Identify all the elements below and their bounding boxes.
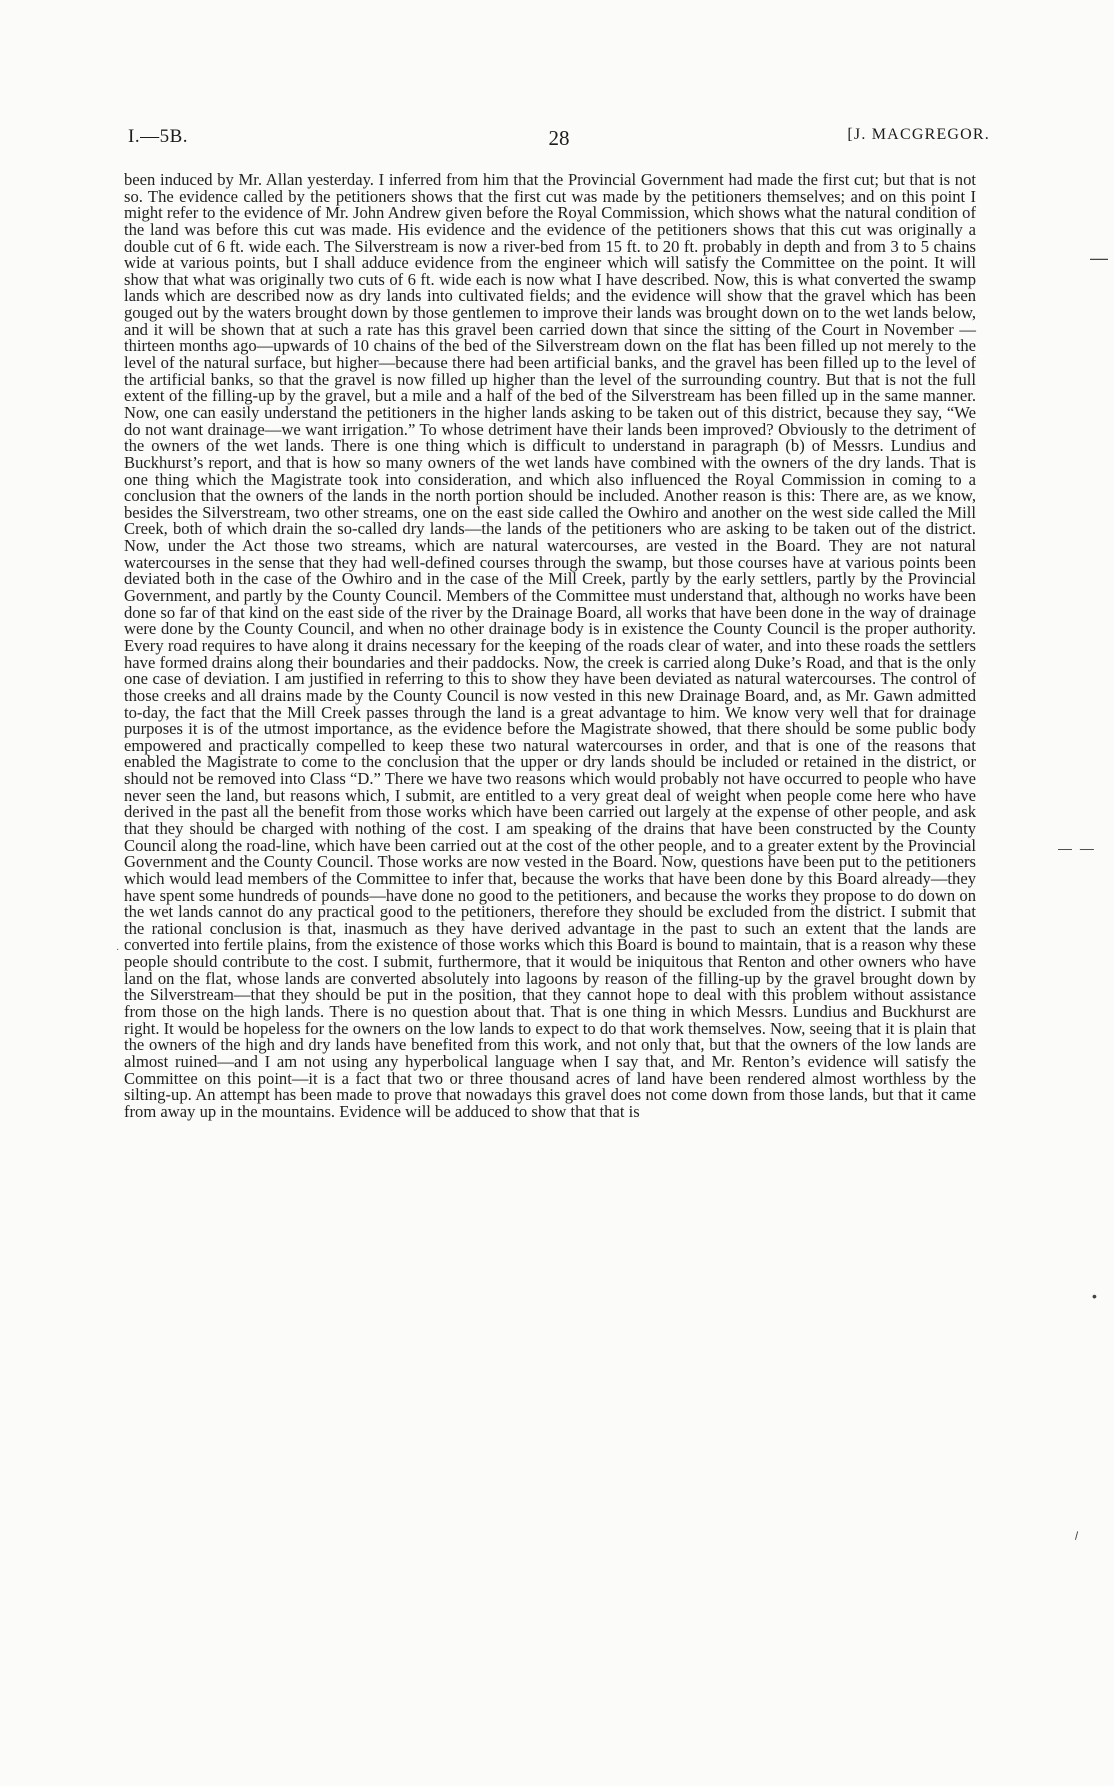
page-number: 28 bbox=[548, 126, 570, 150]
paper-reference: I.—5B. bbox=[128, 126, 188, 147]
margin-dash-mark: — bbox=[1090, 248, 1108, 268]
body-paragraph: been induced by Mr. Allan yesterday. I inferred from him that the Provincial Government had made the first cut; but that is not so. The evidence called by the petitioners shows that the first cut was made by the petitioners themselves; and on this point I might refer to the evidence of Mr. John Andrew given before the Royal Commission, which shows what the natural condition of the land was before this cut was made. His evidence and the evidence of the petitioners shows that this cut was originally a double cut of 6 ft. wide each. The Silverstream is now a river-bed from 15 ft. to 20 ft. probably in depth and from 3 to 5 chains wide at various points, but I shall adduce evidence from the engineer which will satisfy the Committee on the point. It will show that what was originally two cuts of 6 ft. wide each is now what I have described. Now, this is what converted the swamp lands which are described now as dry lands into cultivated fields; and the evidence will show that the gravel which has been gouged out by the waters brought down by those gentlemen to improve their lands was brought down on to the wet lands below, and it will be shown that at such a rate has this gravel been carried down that since the sitting of the Court in November —thirteen months ago—upwards of 10 chains of the bed of the Silverstream down on the flat has been filled up not merely to the level of the natural surface, but higher—because there had been artificial banks, and the gravel has been filled up to the level of the artificial banks, so that the gravel is now filled up higher than the level of the surrounding country. But that is not the full extent of the filling-up by the gravel, but a mile and a half of the bed of the Silverstream has been filled up in the same manner. Now, one can easily understand the petitioners in the higher lands asking to be taken out of this district, because they say, “We do not want drainage—we want irrigation.” To whose detriment have their lands been improved? Obviously to the detriment of the owners of the wet lands. There is one thing which is difficult to understand in paragraph (b) of Messrs. Lundius and Buckhurst’s report, and that is how so many owners of the wet lands have combined with the owners of the dry lands. That is one thing which the Magistrate took into consideration, and which also influenced the Royal Commission in coming to a conclusion that the owners of the lands in the north portion should be included. Another reason is this: There are, as we know, besides the Silverstream, two other streams, one on the east side called the Owhiro and another on the west side called the Mill Creek, both of which drain the so-called dry lands—the lands of the petitioners who are asking to be taken out of the district. Now, under the Act those two streams, which are natural watercourses, are vested in the Board. They are not natural watercourses in the sense that they had well-defined courses through the swamp, but those courses have at various points been deviated both in the case of the Owhiro and in the case of the Mill Creek, partly by the early settlers, partly by the Provincial Government, and partly by the County Council. Members of the Committee must understand that, although no works have been done so far of that kind on the east side of the river by the Drainage Board, all works that have been done in the way of drainage were done by the County Council, and when no other drainage body is in existence the County Council is the proper authority. Every road requires to have along it drains necessary for the keeping of the roads clear of water, and into these roads the settlers have formed drains along their boundaries and their paddocks. Now, the creek is carried along Duke’s Road, and that is the only one case of deviation. I am justified in referring to this to show they have been deviated as natural watercourses. The control of those creeks and all drains made by the County Council is now vested in this new Drainage Board, and, as Mr. Gawn admitted to-day, the fact that the Mill Creek passes through the land is a great advantage to him. We know very well that for drainage purposes it is of the utmost importance, as the evidence before the Magistrate showed, that there should be some public body empowered and practically compelled to keep these two natural watercourses in order, and that is one of the reasons that enabled the Magistrate to come to the conclusion that the upper or dry lands should be included or retained in the district, or should not be removed into Class “D.” There we have two reasons which would probably not have occurred to people who have never seen the land, but reasons which, I submit, are entitled to a very great deal of weight when people come here who have derived in the past all the benefit from those works which have been carried out largely at the expense of other people, and ask that they should be charged with nothing of the cost. I am speaking of the drains that have been constructed by the County Council along the road-line, which have been carried out at the cost of the other people, and to a greater extent by the Provincial Government and the County Council. Those works are now vested in the Board. Now, questions have been put to the petitioners which would lead members of the Committee to infer that, because the works that have been done by this Board already—they have spent some hundreds of pounds—have done no good to the petitioners, and because the works they propose to do down on the wet lands cannot do any practical good to the petitioners, therefore they should be excluded from the district. I submit that the rational conclusion is that, inasmuch as they have derived advantage in the past to such an extent that the lands are converted into fertile plains, from the existence of those works which this Board is bound to maintain, that is a reason why these people should contribute to the cost. I submit, furthermore, that it would be iniquitous that Renton and other owners who have land on the flat, whose lands are converted absolutely into lagoons by reason of the filling-up by the gravel brought down by the Silverstream—that they should be put in the position, that they cannot hope to deal with this problem without assistance from those on the high lands. There is no question about that. That is one thing in which Messrs. Lundius and Buckhurst are right. It would be hopeless for the owners on the low lands to expect to do that work themselves. Now, seeing that it is plain that the owners of the high and dry lands have benefited from this work, and not only that, but that the owners of the low lands are almost ruined—and I am not using any hyperbolical language when I say that, and Mr. Renton’s evidence will satisfy the Committee on this point—it is a fact that two or three thousand acres of land have been rendered almost worthless by the silting-up. An attempt has been made to prove that nowadays this gravel does not come down from those lands, but that it came from away up in the mountains. Evidence will be adduced to show that that is bbox=[124, 170, 976, 1121]
speaker-name: [J. MACGREGOR. bbox=[847, 126, 990, 143]
margin-stroke-mark: ⸝ bbox=[1065, 1521, 1084, 1543]
page-header bbox=[128, 126, 990, 156]
margin-dash-mark: — — bbox=[1058, 840, 1096, 856]
margin-dot-mark: • bbox=[1092, 1288, 1097, 1304]
margin-dot-mark: · bbox=[116, 944, 120, 955]
